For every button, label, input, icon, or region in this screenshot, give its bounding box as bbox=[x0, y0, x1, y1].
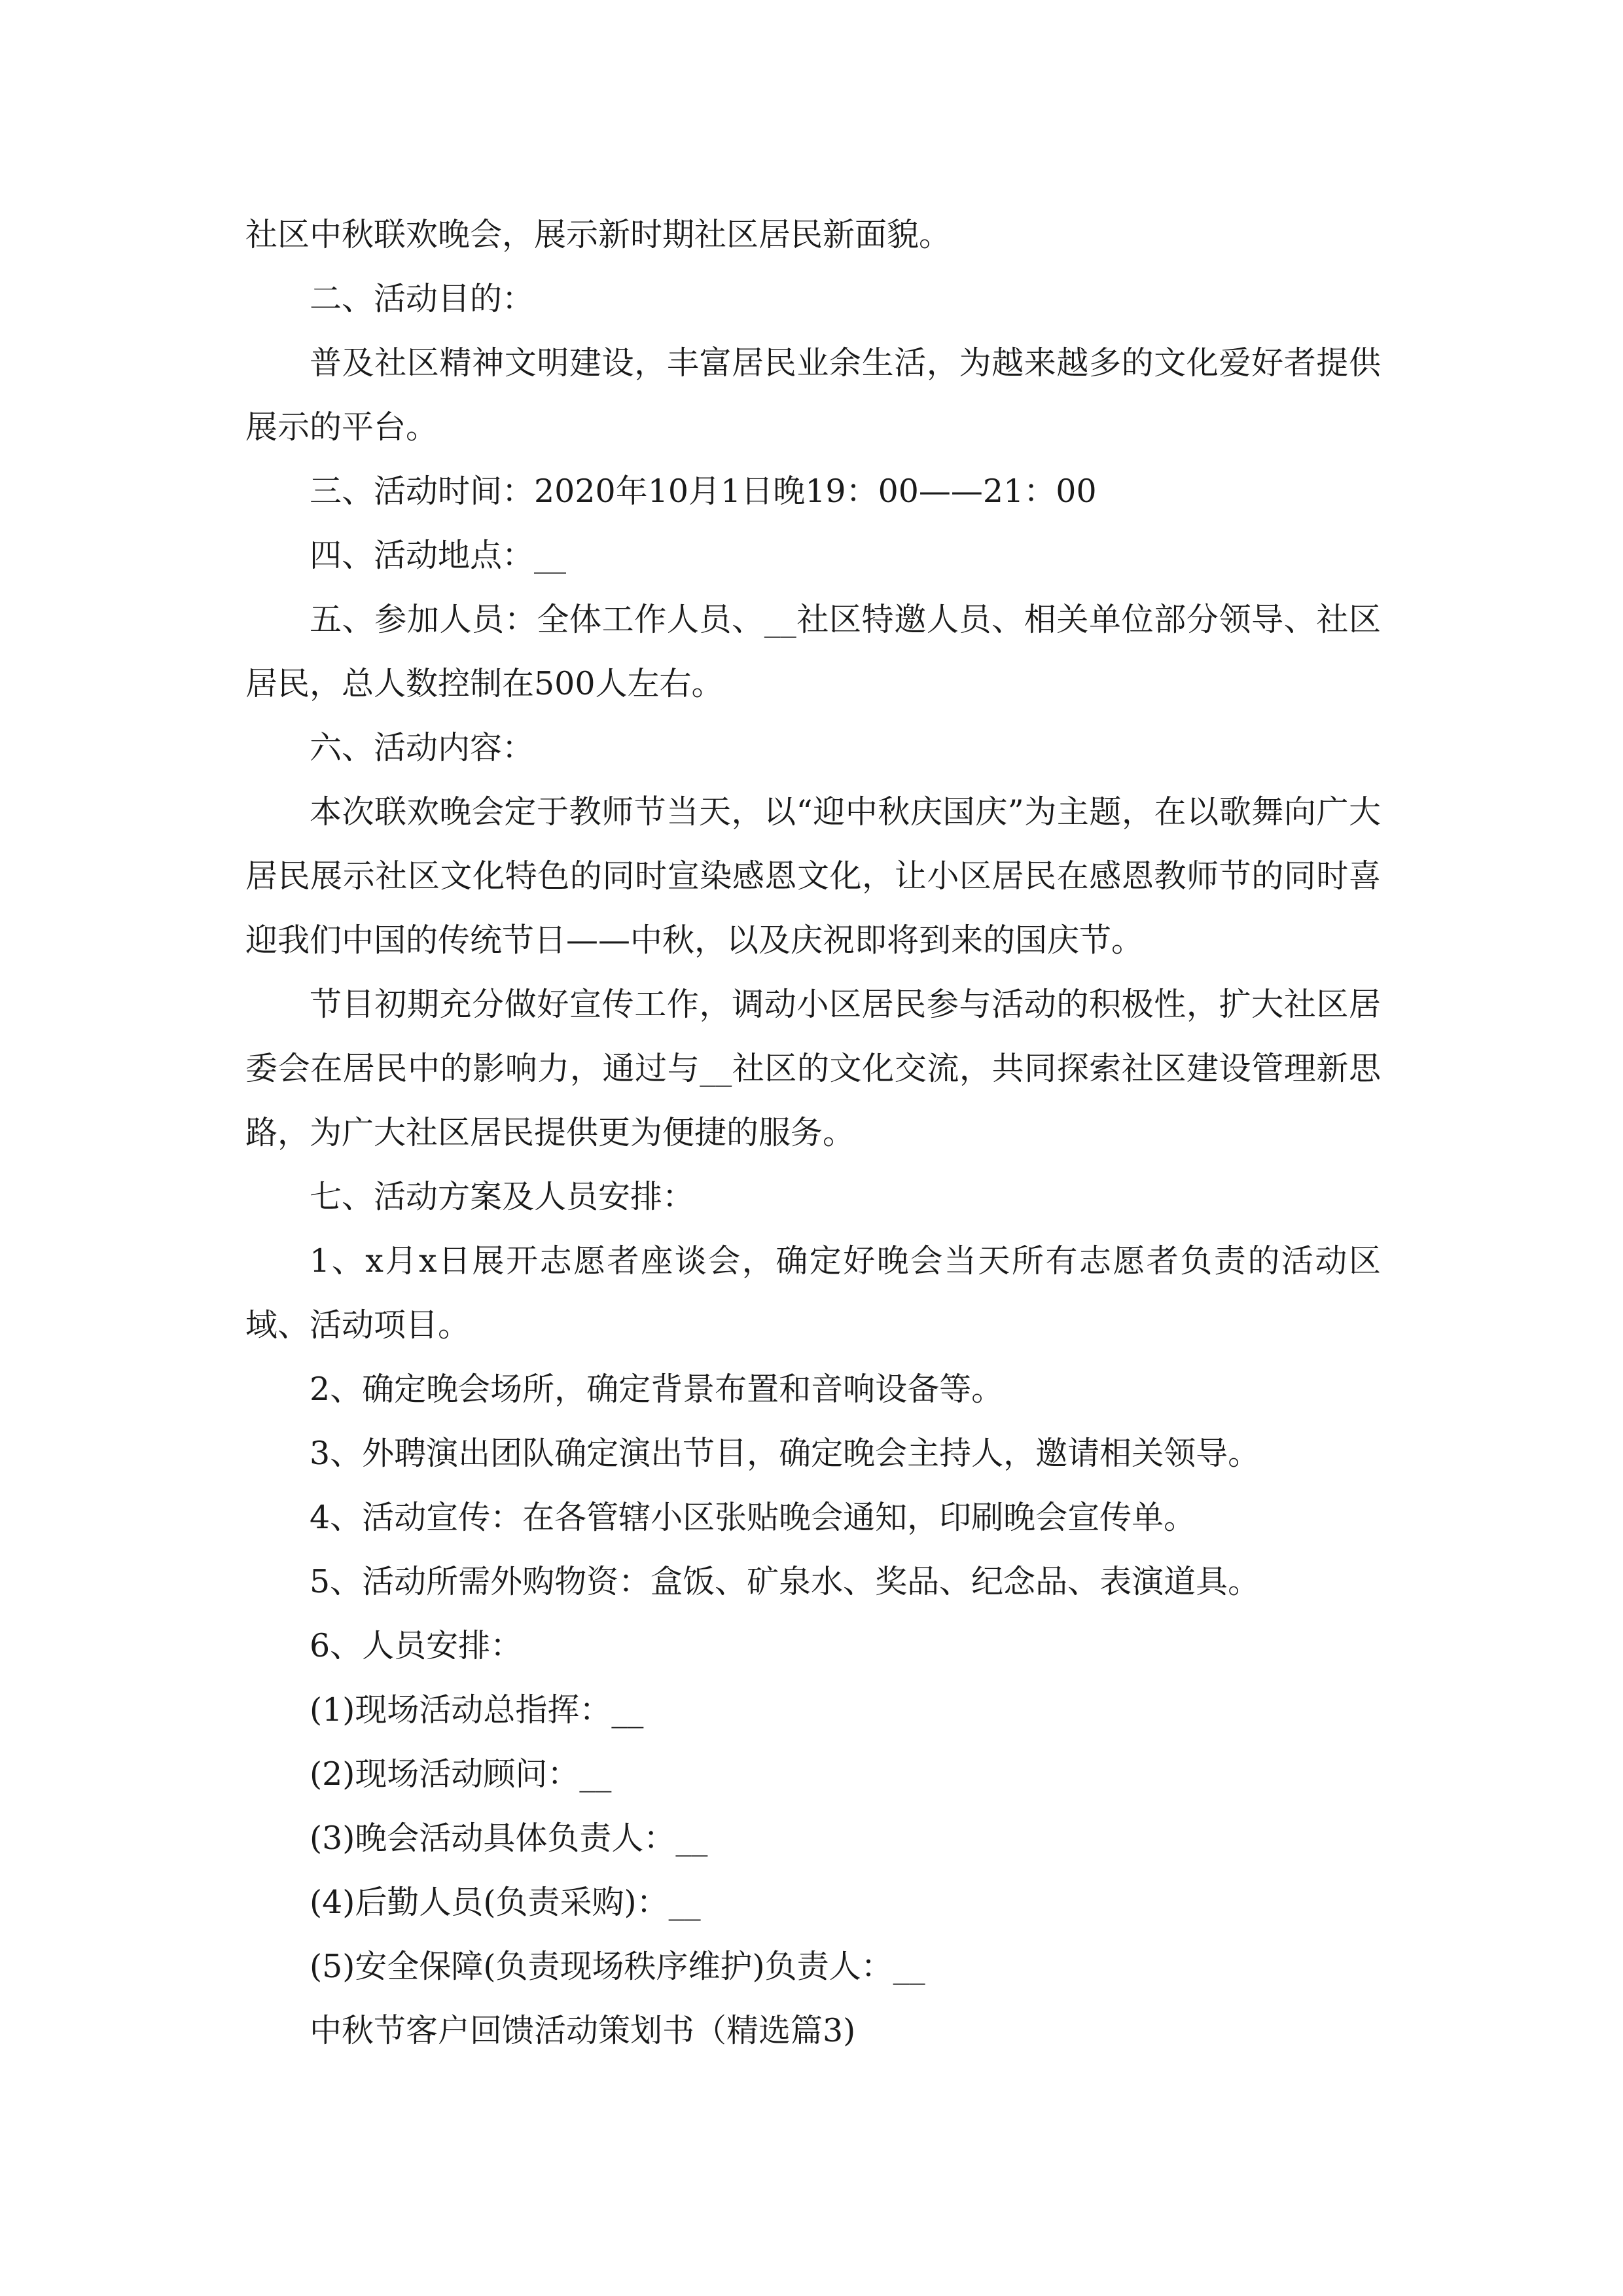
staff-item-4: (4)后勤人员(负责采购)：__ bbox=[310, 1884, 701, 1921]
section-heading-purpose: 二、活动目的： bbox=[310, 280, 535, 317]
section-heading-content: 六、活动内容： bbox=[310, 729, 535, 766]
paragraph-purpose: 普及社区精神文明建设，丰富居民业余生活，为越来越多的文化爱好者提供展示的平台。 bbox=[245, 344, 1381, 446]
section-heading-time: 三、活动时间：2020年10月1日晚19：00——21：00 bbox=[310, 473, 1097, 510]
next-section-title: 中秋节客户回馈活动策划书（精选篇3) bbox=[310, 2012, 856, 2049]
plan-item-5: 5、活动所需外购物资：盒饭、矿泉水、奖品、纪念品、表演道具。 bbox=[310, 1563, 1260, 1600]
plan-item-3: 3、外聘演出团队确定演出节目，确定晚会主持人，邀请相关领导。 bbox=[310, 1435, 1260, 1472]
plan-item-2: 2、确定晚会场所，确定背景布置和音响设备等。 bbox=[310, 1371, 1004, 1408]
paragraph-content-2: 节目初期充分做好宣传工作，调动小区居民参与活动的积极性，扩大社区居委会在居民中的影响力，通过与__社区的文化交流，共同探索社区建设管理新思路，为广大社区居民提供更为便捷的服务。 bbox=[245, 986, 1381, 1151]
staff-item-3: (3)晚会活动具体负责人：__ bbox=[310, 1820, 708, 1857]
section-heading-location: 四、活动地点：__ bbox=[310, 537, 567, 574]
paragraph-participants: 五、参加人员：全体工作人员、__社区特邀人员、相关单位部分领导、社区居民，总人数控制在500人左右。 bbox=[245, 601, 1381, 702]
staff-item-5: (5)安全保障(负责现场秩序维护)负责人：__ bbox=[310, 1948, 925, 1985]
section-heading-plan: 七、活动方案及人员安排： bbox=[310, 1178, 695, 1215]
staff-item-1: (1)现场活动总指挥：__ bbox=[310, 1691, 644, 1729]
staff-item-2: (2)现场活动顾问：__ bbox=[310, 1755, 612, 1793]
plan-item-6: 6、人员安排： bbox=[310, 1627, 523, 1664]
plan-item-4: 4、活动宣传：在各管辖小区张贴晚会通知，印刷晚会宣传单。 bbox=[310, 1499, 1196, 1536]
paragraph-continuation: 社区中秋联欢晚会，展示新时期社区居民新面貌。 bbox=[245, 216, 952, 253]
document-body bbox=[245, 203, 1381, 2063]
plan-item-1: 1、x月x日展开志愿者座谈会，确定好晚会当天所有志愿者负责的活动区域、活动项目。 bbox=[245, 1242, 1381, 1344]
paragraph-content-1: 本次联欢晚会定于教师节当天，以“迎中秋庆国庆”为主题，在以歌舞向广大居民展示社区文化特色的同时宣染感恩文化，让小区居民在感恩教师节的同时喜迎我们中国的传统节日——中秋，以及庆祝即将到来的国庆节。 bbox=[245, 793, 1381, 959]
